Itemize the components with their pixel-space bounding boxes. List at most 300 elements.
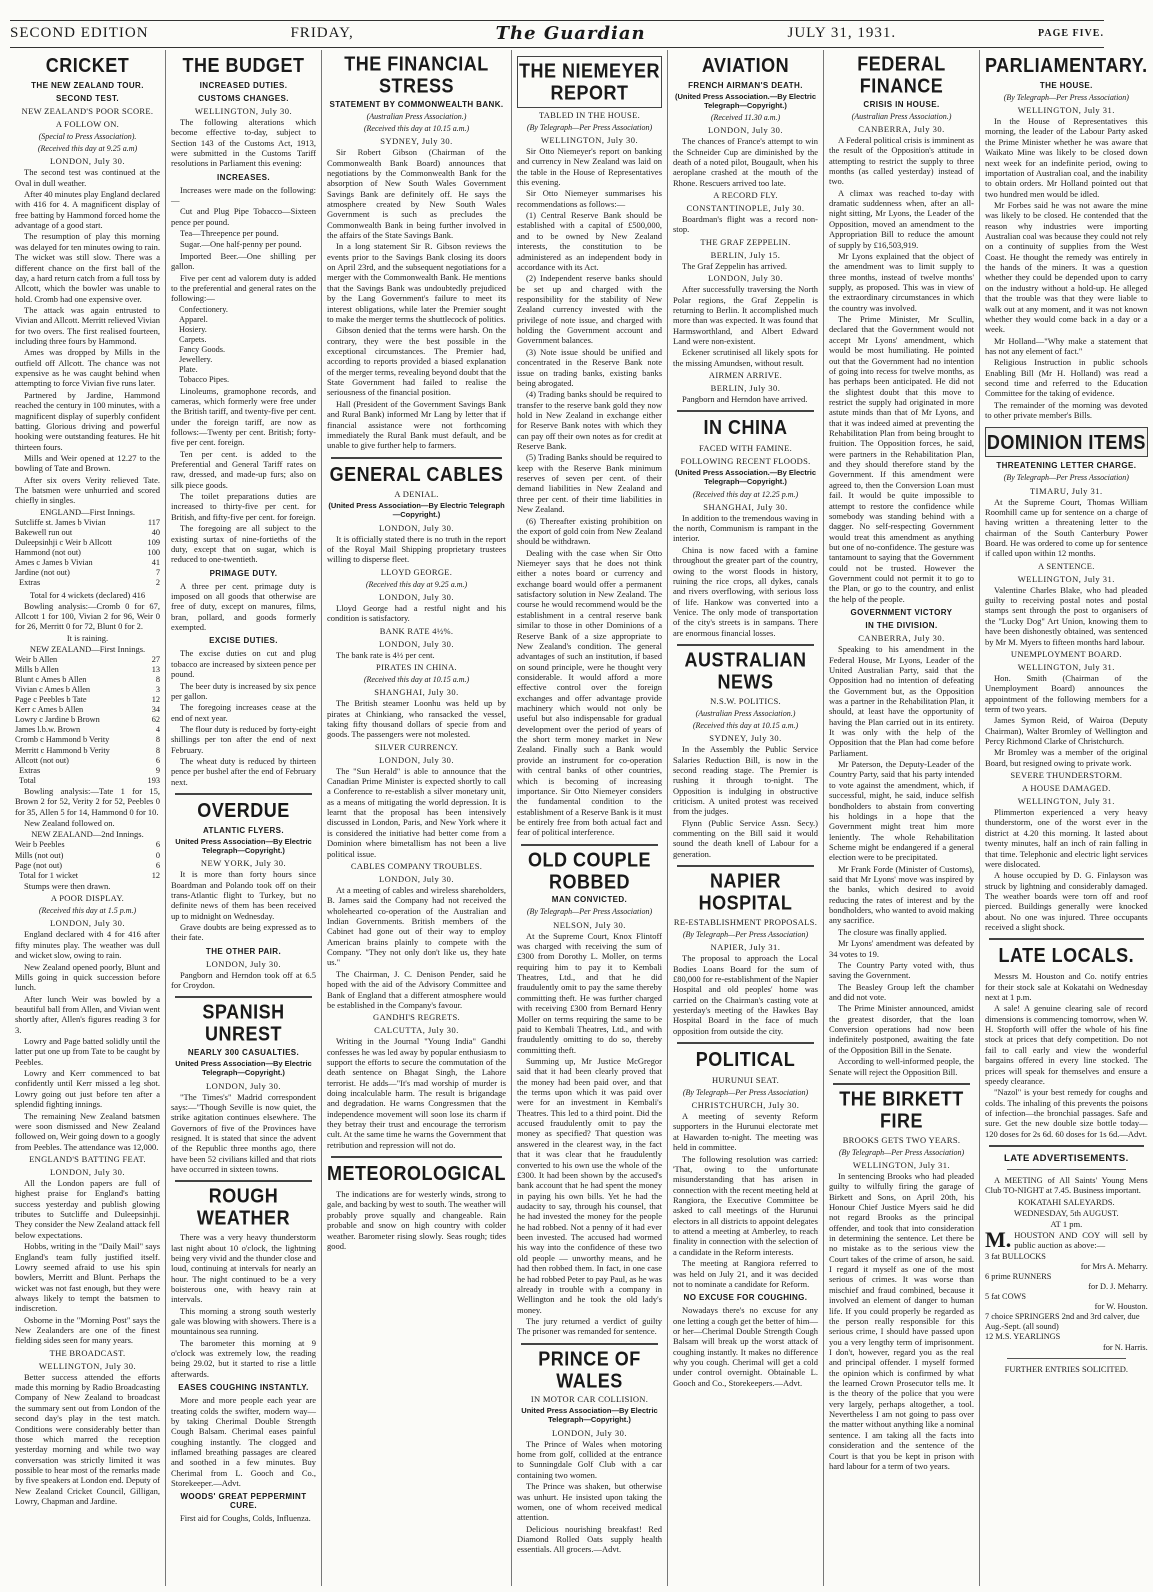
- list-item: Hosiery.: [179, 324, 207, 334]
- sale-venue: KOKATAHI SALEYARDS.: [1018, 1196, 1115, 1207]
- list-item: Apparel.: [179, 314, 208, 324]
- paragraph: (6) Thereafter existing prohibition on the export of gold coin from New Zealand should be withdrawn.: [517, 515, 662, 547]
- scorecard-new-zealand: [15, 655, 160, 786]
- dateline: NELSON, July 30.: [553, 919, 626, 930]
- score-row: Page c Peebles b Tate 12: [15, 695, 160, 705]
- dateline: NAPIER, July 31.: [710, 942, 781, 953]
- paragraph: At a meeting of cables and wireless shareholders, B. James said the Company had not received the wholehearted co-operation of the Australian and Indian Governments. British members of the Cabinet had gone out of their way to employ American brains plainly to compete with the Company. "They not only don't like us, they hate us.": [327, 884, 506, 968]
- paragraph: The meeting at Rangiora referred to was held on July 21, and it was decided not to nominate a candidate for Reform.: [673, 1258, 818, 1289]
- score-row: Bakewell run out 40: [15, 527, 160, 537]
- dateline: SHANGHAI, July 30.: [703, 501, 788, 512]
- dateline: LONDON, July 30.: [49, 1167, 126, 1177]
- score-row: Merritt c Hammond b Verity 8: [15, 745, 160, 755]
- credit: United Press Association—By Electric Telegraph—Copyright.): [175, 1059, 312, 1077]
- credit: (By Telegraph—Per Press Association): [526, 907, 653, 917]
- paragraph: Tea—Threepence per pound.: [180, 228, 279, 239]
- paragraph: The foregoing increases cease at the end of next year.: [171, 702, 316, 723]
- paragraph: (4) Trading banks should be required to transfer to the reserve bank gold they now hold in New Zealand in exchange either for Reserve Bank notes with which they can pay off their own notes as for credit at Reserve Bank.: [517, 389, 662, 452]
- divider: [989, 938, 1144, 940]
- paragraph: (3) Note issue should be unified and concentrated in the Reserve Bank note issue on trading banks, existing banks being abrogated.: [517, 346, 662, 388]
- score-row: Cromb c Hammond b Verity 8: [15, 735, 160, 745]
- headline-prince-of-wales: PRINCE OF WALES: [538, 1346, 641, 1392]
- received-line: (Received 11.30 a.m.): [710, 113, 781, 123]
- subhead: ATLANTIC FLYERS.: [202, 825, 285, 835]
- dateline: SYDNEY, July 30.: [709, 733, 782, 744]
- subhead: SEVERE THUNDERSTORM.: [1010, 770, 1123, 781]
- headline-niemeyer-report: THE NIEMEYER REPORT: [518, 59, 661, 104]
- credit: (United Press Association.—By Electric Telegraph—Copyright.): [674, 468, 817, 486]
- paragraph: Pangborn and Herndon have arrived.: [682, 394, 808, 405]
- paragraph: Summing up, Mr Justice McGregor said that it had been clearly proved that the money had been paid over, and that the terms upon which it was paid over were for an investment in Kembali's Theatres. This led to a third point. Did the accused fraudulently omit to pay the money as specified? That question was answered in the clearest way, in the fact that it was clear that he fraudulently converted to his own use the whole of the £300. It had been shown by the accused's bank account that he had spent the money in paying his own bills. Yet he had the audacity to say, through his counsel, that he had invested the money for the people he had robbed. Not a penny of it had ever been invested. The accused had wormed his way into the confidence of these two old people — unworthy means, and he had then robbed them. In fact, in one case he had robbed Peter to pay Paul, as he was already in trouble with a company in Wellington and he took the old lady's money.: [517, 1055, 662, 1315]
- headline-box: [985, 427, 1148, 458]
- paragraph: The toilet preparations duties are increased to thirty-five per cent. for British, and fifty-five per cent. for foreign.: [171, 491, 316, 522]
- columns: [10, 50, 1148, 1586]
- score-row: Extras 9: [19, 765, 160, 775]
- subhead: GANDHI'S REGRETS.: [373, 1012, 460, 1023]
- dateline: LONDON, July 30.: [49, 156, 126, 167]
- subhead: STATEMENT BY COMMONWEALTH BANK.: [329, 99, 504, 109]
- paragraph: The Chairman, J. C. Denison Pender, said he hoped with the aid of the Advisory Committee and Bank of England that a different atmosphere would be established in the Company's favour.: [327, 968, 506, 1010]
- paragraph: The Prime Minister, Mr Scullin, declared that the Government would not accept Mr Lyons' amendment, which would be most humiliating. He pointed out that the Government had no intention of going into recess for twelve months, as has perhaps been anticipated. He did not the slightest doubt that this move to restrict the supply had originated in more astute minds than that of Mr Lyons, and that it was indeed aimed at preventing the Rehabilitation Plan from being brought to fruition. The Opposition forces, he said, were partners in the Rehabilitation Plan, and they should therefore stand by the Government. If this amendment were agreed to, then the Conversion Loan must fail. It would be quite impossible to attempt to restore the confidence while somebody was standing behind with a dagger. No self-respecting Government would treat this amendment as anything but one of no-confidence. The gesture was tantamount to saying that the Government could not be trusted. However the Government could not permit it to go to the Plan, or go to the country, and enlist the help of the people.: [829, 314, 974, 604]
- paragraph: The remainder of the morning was devoted to other private member's Bills.: [985, 399, 1148, 421]
- subhead: MAN CONVICTED.: [551, 895, 628, 905]
- dateline: WELLINGTON, July 31.: [1017, 796, 1115, 807]
- headline-box: [517, 56, 662, 108]
- score-row: Ames c James b Vivian 41: [15, 558, 160, 568]
- auction-entries: [985, 1252, 1148, 1353]
- dateline: CHRISTCHURCH, July 30.: [691, 1100, 800, 1111]
- auction-item: 6 prime RUNNERS for D. J. Meharry.: [985, 1271, 1148, 1291]
- divider: [1007, 1358, 1126, 1359]
- paragraph: New Zealand followed on.: [24, 818, 115, 829]
- credit: (By Telegraph—Per Press Association): [838, 1147, 965, 1157]
- paragraph: Mills and Weir opened at 12.27 to the bowling of Tate and Brown.: [15, 452, 160, 474]
- dateline: LONDON, July 30.: [378, 873, 455, 884]
- subhead: A HOUSE DAMAGED.: [1022, 783, 1111, 794]
- paragraph: Plimmerton experienced a very heavy thunderstorm, one of the worst ever in the district at 4.20 this morning. It lasted about twenty minutes, half an inch of rain falling in that time. Telephonic and electric light services were dislocated.: [985, 807, 1148, 869]
- headline-federal-finance: FEDERAL FINANCE: [857, 52, 946, 97]
- headline-parliamentary: PARLIAMENTARY.: [985, 53, 1148, 77]
- score-row: Duleepsinhji c Weir b Allcott 109: [15, 537, 160, 547]
- subhead: NEW ZEALAND'S POOR SCORE.: [21, 105, 154, 116]
- paragraph: The second test was continued at the Oval in dull weather.: [15, 167, 160, 188]
- dateline: LONDON, July 30.: [49, 918, 126, 929]
- paragraph: Sugar.—One half-penny per pound.: [180, 239, 302, 250]
- score-total: Total for 1 wicket 12: [19, 870, 160, 880]
- headline-late-advertisements: LATE ADVERTISEMENTS.: [1004, 1153, 1129, 1165]
- paragraph: Hon. Smith (Chairman of the Unemployment Board) announces the appointment of the following members for a term of two years.: [985, 672, 1148, 714]
- subhead: INCREASES.: [217, 172, 270, 182]
- subhead: A DENIAL.: [394, 489, 439, 500]
- subhead: TABLED IN THE HOUSE.: [538, 109, 640, 120]
- headline-dominion-items: DOMINION ITEMS: [986, 429, 1146, 453]
- subhead: BROOKS GETS TWO YEARS.: [842, 1134, 961, 1145]
- list-item: Confectionery.: [179, 304, 228, 314]
- paragraph: The Graf Zeppelin has arrived.: [682, 260, 788, 271]
- dateline: LONDON, July 30.: [378, 591, 455, 602]
- scorecard-england: [15, 518, 160, 589]
- headline-budget: THE BUDGET: [182, 53, 305, 77]
- dateline: LONDON, July 30.: [378, 754, 455, 765]
- paragraph: Lowry and Kerr commenced to bat confidently until Kerr missed a leg shot. Lowry going out just before ten after a splendid fighting innings.: [15, 1068, 160, 1110]
- paragraph: After successfully traversing the North Polar regions, the Graf Zeppelin is returning to Berlin. It accomplished much more than was expected. It was found that Harmsworthland, and Albert Edward Land were non-existent.: [673, 284, 818, 346]
- dateline: WELLINGTON, July 30.: [38, 1360, 137, 1371]
- advertisement: Nowadays there's no excuse for any one letting a cough get the better of him—or her—Cherimal Double Strength Cough Balsam will break up the worst attack of coughing instantly. It makes no difference why you cough. Cherimal will get a cold under control overnight. Obtainable L. Gooch and Co., Storekeepers.—Advt.: [673, 1305, 818, 1388]
- paragraph: The following resolution was carried: 'That, owing to the unfortunate misunderstanding that has arisen in connection with the recent meeting held at Rangiora, the Executive Committee be asked to call meetings of the Hurunui electors in all districts to appoint delegates to attend a meeting at Amberley, to reach finality in connection with the selection of a candidate in the Reform interests.: [673, 1153, 818, 1257]
- column-federal-finance: [824, 50, 980, 1586]
- paragraph: A meeting of seventy Reform supporters in the Hurunui electorate met at Hawarden to-night. The meeting was held in committee.: [673, 1111, 818, 1153]
- paragraph: Partnered by Jardine, Hammond reached the century in 100 minutes, with a magnificent display of superbly confident batting. Glorious driving and powerful hooking were outstanding features. He hit thirteen fours.: [15, 389, 160, 452]
- paragraph: It is more than forty hours since Boardman and Polando took off on their trans-Atlantic flight to Turkey, but no definite news of them has been received up to midnight on Wednesday.: [171, 869, 316, 921]
- paragraph: At the Supreme Court, Thomas William Roomhill came up for sentence on a charge of having written a threatening letter to the chairman of the South Canterbury Power Board. He was ordered to come up for sentence if called upon within 12 months.: [985, 496, 1148, 559]
- score-row: Lowry c Jardine b Brown 62: [15, 715, 160, 725]
- paragraph: (5) Trading Banks should be required to keep with the Reserve Bank minimum reserves of seven per cent. of their demand liabilities in New Zealand and three per cent. of their time liabilities in New Zealand.: [517, 452, 662, 515]
- paragraph: Linoleums, gramophone records, and cameras, which formerly were free under the British tariff, and twenty-five per cent. under the foreign tariff, are now as follows:—Twenty per cent. British; forty-five per cent. foreign.: [171, 385, 316, 448]
- auction-footer: FURTHER ENTRIES SOLICITED.: [1004, 1363, 1129, 1374]
- paragraph: The jury returned a verdict of guilty The prisoner was remanded for sentence.: [517, 1315, 662, 1337]
- list-item: Carpets.: [179, 334, 207, 344]
- score-row: Allcott (not out) 6: [15, 755, 160, 765]
- list-item: Tobacco Pipes.: [179, 375, 230, 385]
- received-line: (Received this day at 10.15 a.m.): [692, 721, 799, 731]
- subhead: THREATENING LETTER CHARGE.: [996, 461, 1137, 471]
- paragraph: A climax was reached to-day with dramatic suddenness when, after an all-night sitting, Mr Lyons, the Leader of the Opposition, moved an amendment to the Appropriation Bill to reduce the amount of supply by £16,503,919.: [829, 187, 974, 250]
- paragraph: The remaining New Zealand batsmen were soon dismissed and New Zealand followed on, Weir going down to a googly from Peebles. The attendance was 12,000.: [15, 1110, 160, 1152]
- bowling-analysis: Bowling analysis:—Cromb 0 for 67, Allcott 1 for 100, Vivian 2 for 96, Weir 0 for 26, Merritt 0 for 72, Blunt 0 for 2.: [15, 600, 160, 632]
- paragraph: Cut and Plug Pipe Tobacco—Sixteen pence per pound.: [171, 206, 316, 227]
- bowling-analysis: Bowling analysis:—Tate 1 for 15, Brown 2 for 52, Verity 2 for 52, Peebles 0 for 35, Allen 5 for 14, Hammond 0 for 10.: [15, 786, 160, 817]
- newspaper-title: The Guardian: [495, 22, 646, 44]
- paragraph: Lowry and Page batted solidly until the latter put one up from Tate to be caught by Peebles.: [15, 1036, 160, 1067]
- subhead: A POOR DISPLAY.: [50, 893, 125, 904]
- score-row: Page (not out) 6: [15, 860, 160, 870]
- paragraph: The Country Party voted with, thus saving the Government.: [829, 959, 974, 981]
- received-line: (Received this day at 10.15 a.m.): [363, 123, 470, 133]
- paragraph: A house occupied by D. G. Finlayson was struck by lightning and considerably damaged. The weather boards were torn off and roof pierced. Buildings generally were knocked about. No one was injured. Three occupants received a slight shock.: [985, 870, 1148, 933]
- dateline: BERLIN, July 30.: [710, 383, 781, 394]
- subhead: SILVER CURRENCY.: [374, 741, 459, 752]
- dateline: WELLINGTON, July 31.: [1017, 573, 1115, 584]
- column-niemeyer-report: [512, 50, 668, 1586]
- subhead: SECOND TEST.: [55, 93, 120, 103]
- paragraph: The Beasley Group left the chamber and did not vote.: [829, 981, 974, 1002]
- subhead: CUSTOMS CHANGES.: [198, 93, 289, 103]
- received-line: (Received this day at 1.5 p.m.): [38, 906, 137, 916]
- headline-birkett-fire: THE BIRKETT FIRE: [839, 1086, 964, 1132]
- credit: (By Telegraph—Per Press Association): [682, 1087, 809, 1097]
- dateline: CANBERRA, July 30.: [858, 633, 945, 644]
- paragraph: Dealing with the case when Sir Otto Niemeyer says that he does not think either a notes board or currency and exchange board would offer a permanent satisfactory solution in New Zealand. The course he would recommend would be the establishment in a central reserve bank similar to those in other Dominions of a Reserve Bank of a size appropriate to New Zealand's condition. The general advantages of such an institution, if based on sound principle, were he thought very considerable. It would afford a more effective control over the foreign exchanges and offer advantage provide machinery which would not only be useful but also indispensable for gradual development over the period of years of the short term money market in New Zealand. Finally such a Bank would provide an instrument for co-operation with central banks of other countries, which is becoming of increasing importance. Sir Otto Niemeyer considers the fundamental condition to the establishment of a Reserve Bank is it must be entirely free from both actual fact and fear of political interference.: [517, 547, 662, 838]
- advertisement: A MEETING of All Saints' Young Mens Club TO-NIGHT at 7.45. Business important.: [985, 1175, 1148, 1196]
- paragraph: After lunch Weir was bowled by a beautiful ball from Allen, and Vivian went shortly after, Allen's figures reading 3 for 3.: [15, 993, 160, 1035]
- subhead: UNEMPLOYMENT BOARD.: [1010, 648, 1122, 659]
- divider: [677, 644, 814, 646]
- score-row: Kerr c Ames b Allen 34: [15, 705, 160, 715]
- credit: (Australian Press Association.): [851, 111, 952, 121]
- paragraph: Ames was dropped by Mills in the outfield off Allcott. The chance was not expensive as he was caught behind when attempting to force Vivian five runs later.: [15, 347, 160, 389]
- dateline: LONDON, July 30.: [205, 958, 282, 969]
- dateline: WELLINGTON, July 30.: [540, 134, 639, 145]
- divider: [521, 844, 658, 846]
- subhead: FACED WITH FAMINE.: [699, 443, 792, 454]
- dateline: BERLIN, July 15.: [710, 249, 781, 260]
- dateline: SYDNEY, July 30.: [380, 136, 453, 147]
- headline-spanish-unrest: SPANISH UNREST: [202, 1000, 285, 1046]
- paragraph: Osborne in the "Morning Post" says the New Zealanders are one of the finest fielding sides seen for many years.: [15, 1314, 160, 1346]
- date-label: JULY 31, 1931.: [787, 24, 897, 41]
- list-item: Fancy Goods.: [179, 345, 226, 355]
- headline-napier-hospital: NAPIER HOSPITAL: [698, 869, 793, 914]
- paragraph: (2) Independent reserve banks should be set up and charged with the responsibility for the stability of New Zealand currency invested with the privilege of note issue, and charged with holding the Government account and Government balances.: [517, 273, 662, 346]
- divider: [175, 793, 312, 795]
- divider: [175, 996, 312, 998]
- paragraph: The excise duties on cut and plug tobacco are increased by sixteen pence per pound.: [171, 648, 316, 680]
- paragraph: Mr Lyons' amendment was defeated by 34 votes to 19.: [829, 938, 974, 959]
- score-row: James l.b.w. Brown 4: [15, 725, 160, 735]
- paragraph: James Symon Reid, of Wairoa (Deputy Chairman), Walter Bromley of Wellington and Percy Richmond Clarke of Christchurch.: [985, 715, 1148, 747]
- credit: (Australian Press Association.): [366, 111, 467, 121]
- paragraph: Hall (President of the Government Savings Bank and Rural Bank) informed Mr Lang by letter that if financial assistance were not forthcoming immediately the Rural Bank must default, and be unable to give further help to farmers.: [327, 398, 506, 451]
- paragraph: In addition to the tremendous waving in the north, Communism is rampant in the interior.: [673, 512, 818, 544]
- paragraph: In sentencing Brooks who had pleaded guilty to wilfully firing the garage of Birkett and Sons, on April 20th, his Honour Chief Justice Myers said he did not regard Brooks as the principal offender, and took that into consideration in determining the sentence. Let there be no mistake as to the serious view the Court takes of the crime of arson, he said. I regard it myself as one of the most serious of crimes. It was worse than mischief and fraud combined, because it involved an element of danger to human life. If you could properly be regarded as the person really responsible for this serious crime, I should have passed upon you a very lengthy term of imprisonment. I don't, however, regard you as the real and principal offender. I myself formed the opinion which is confirmed by what the learned Crown Prosecutor tells me. It is the theory of the police that you were very largely, perhaps altogether, a tool. Nevertheless I am not going to pass over the matter without anything like a nominal sentence. I am taking all the facts into consideration and the sentence of the Court is that you be kept in prison with hard labour for a term of two years.: [829, 1170, 974, 1471]
- paragraph: Religious Instruction in public schools Enabling Bill (Mr H. Holland) was read a second time and referred to the Education Committee for the taking of evidence.: [985, 357, 1148, 399]
- scorecard-title: NEW ZEALAND—2nd Innings.: [31, 829, 144, 840]
- divider: [677, 1042, 814, 1044]
- paragraph: A sale! A genuine clearing sale of record dimensions is commencing tomorrow, when W. H. Stopforth will offer the whole of his fine stock at prices that defy competition. Do not fail to call early and view the wonderful bargains offered in every line stocked. The prices will speak for themselves and ensure a speedy clearance.: [985, 1003, 1148, 1086]
- paragraph: Writing in the Journal "Young India" Gandhi confesses he was led away by popular enthusiasm to support the efforts to secure the commutation of the death sentence on Bhagat Singh, the Lahore terrorist. He adds—"It's mad worship of murder is doing incalculable harm. The result is brigandage and degradation. He warns Congressmen that the independence movement will soon lose its charm if they betray their trust and encourage the terrorism cult. At the same time he warns the Government that retribution and repression will not do.: [327, 1036, 506, 1150]
- edition-label: SECOND EDITION: [10, 24, 149, 41]
- subhead: RE-ESTABLISHMENT PROPOSALS.: [673, 916, 818, 927]
- dateline: LONDON, July 30.: [707, 273, 784, 284]
- paragraph: In a long statement Sir R. Gibson reviews the events prior to the Savings Bank closing its doors on April 23rd, and the subsequent negotiations for a merger with the Commonwealth Bank. He mentions that the Savings Bank was undoubtedly prejudiced by the Lang Government's failure to meet its interest obligations, while later the Premier sought to make the merger terms the shuttlecock of politics.: [327, 241, 506, 324]
- paragraph: This morning a strong south westerly gale was blowing with showers. There is a mountainous sea running.: [171, 1305, 316, 1337]
- subhead: N.S.W. POLITICS.: [710, 695, 781, 706]
- paragraph: Messrs M. Houston and Co. notify entries for their stock sale at Kokatahi on Wednesday next at 1 p.m.: [985, 971, 1148, 1003]
- paragraph: The beer duty is increased by six pence per gallon.: [171, 680, 316, 701]
- subhead: A RECORD FLY.: [713, 190, 778, 201]
- credit: United Press Association—By Electric Telegraph—Copyright.): [175, 836, 312, 855]
- subhead: EXCISE DUTIES.: [209, 636, 278, 646]
- headline-meteorological: METEOROLOGICAL: [327, 1161, 506, 1185]
- paragraph: England declared with 4 for 416 after fifty minutes play. The weather was dull and wicket slow, owing to rain.: [15, 929, 160, 961]
- paragraph: The "Sun Herald" is able to announce that the Canadian Prime Minister is expected shortly to call a Conference to re-establish a silver monetary unit, as a means of mitigating the world depression. It is learnt that the proposal has been intensively discussed in London, Paris, and New York where it is considered the initiative had better come from a Dominion where bimetallism has not been a live political issue.: [327, 765, 506, 859]
- auction-item: 12 M.S. YEARLINGS for N. Harris.: [985, 1332, 1148, 1352]
- dateline: LONDON, July 30.: [378, 522, 455, 533]
- paragraph: Hobbs, writing in the "Daily Mail" says England's team fully justified itself. Lowry seemed afraid to use his spin bowlers, Merritt and Blunt. Perhaps the wicket was not fast enough, but they were always likely to tempt the batsmen to indiscretion.: [15, 1241, 160, 1314]
- paragraph: Sir Otto Niemeyer's report on banking and currency in New Zealand was laid on the table in the House of Representatives this evening.: [517, 145, 662, 188]
- paragraph: The wheat duty is reduced by thirteen pence per bushel after the end of February next.: [171, 756, 316, 787]
- paragraph: The attack was again entrusted to Vivian and Allcott. Merritt relieved Vivian for two overs. The first realised fourteen, including three fours by Hammond.: [15, 304, 160, 347]
- paragraph: The barometer this morning at 9 o'clock was extremely low, the reading being 29.02, but it started to rise a little afterwards.: [171, 1337, 316, 1379]
- subhead: THE BROADCAST.: [49, 1347, 126, 1358]
- headline-overdue: OVERDUE: [197, 798, 290, 822]
- divider: [331, 1156, 502, 1158]
- column-parliamentary: [980, 50, 1153, 1586]
- subhead: CRISIS IN HOUSE.: [863, 99, 940, 109]
- score-row: Extras 2: [19, 578, 160, 588]
- credit: (By Telegraph—Per Press Association): [682, 929, 809, 939]
- list-item: Jewellery.: [179, 355, 213, 365]
- column-financial-stress: [322, 50, 512, 1586]
- paragraph: Eckener scrutinised all likely spots for the missing Amundsen, without result.: [673, 347, 818, 368]
- paragraph: Better success attended the efforts made this morning by Radio Broadcasting Company of New Zealand to broadcast the summary sent out from London of the second day's play in the test match. Conditions were considerably better than those which marred the reception yesterday morning and while two way conversation was strictly limited it was possible to hear most of the remarks made by five speakers at London end. Deputy of New Zealand Cricket Council, Gilligan, Lowry, Chapman and Jardine.: [15, 1371, 160, 1507]
- divider: [677, 865, 814, 867]
- paragraph: Imported Beer.—One shilling per gallon.: [171, 250, 316, 272]
- paragraph: Sir Otto Niemeyer summarises his recommendations as follows:—: [517, 188, 662, 209]
- headline-general-cables: GENERAL CABLES: [329, 462, 504, 486]
- paragraph: The bank rate is 4½ per cent.: [336, 649, 435, 660]
- advertisement: More and more people each year are treating colds the swifter, modern way—by taking Cherimal Double Strength Cough Balsam. Cherimal eases painful coughing instantly. The clogged and inflamed breathing passages are cleared and soothed in a few minutes. Buy Cherimal from L. Gooch and Co., Storekeeper.—Advt.: [171, 1395, 316, 1489]
- auction-item: 3 fat BULLOCKS for Mrs A. Meharry.: [985, 1251, 1148, 1271]
- paragraph: In the Assembly the Public Service Salaries Reduction Bill, is now in the second reading stage. The Premier is rushing it through to-night. The Opposition is indulging in obstructive criticism. A united protest was received from the judges.: [673, 744, 818, 817]
- paragraph: Lloyd George had a restful night and his condition is satisfactory.: [327, 602, 506, 624]
- headline-political: POLITICAL: [695, 1047, 796, 1071]
- score-row: Sutcliffe st. James b Vivian 117: [15, 517, 160, 527]
- scorecard-title: ENGLAND—First Innings.: [40, 506, 135, 517]
- duty-list: [171, 305, 316, 386]
- divider: [175, 1180, 312, 1182]
- paragraph: Gibson denied that the terms were harsh. On the contrary, they were the best possible in the exceptional circumstances. The Premier had, according to reports provided a biased explanation of the merger terms, revealing beyond doubt that the State Government had failed to realise the seriousness of the financial position.: [327, 325, 506, 398]
- paragraph: The flour duty is reduced by forty-eight shillings per ton after the end of next February.: [171, 723, 316, 755]
- divider: [331, 457, 502, 459]
- headline-aviation: AVIATION: [701, 53, 790, 77]
- subhead: NO EXCUSE FOR COUGHING.: [683, 1293, 808, 1303]
- column-cricket: [10, 50, 166, 1586]
- score-row: Weir b Allen 27: [15, 654, 160, 664]
- credit: United Press Association—By Electric Telegraph—Copyright.): [521, 1406, 658, 1425]
- list-item: Plate.: [179, 365, 198, 375]
- received-line: (Received this day at 12.25 p.m.): [692, 489, 799, 499]
- dateline: LONDON, July 30.: [707, 125, 784, 136]
- paragraph: Speaking to his amendment in the Federal House, Mr Lyons, Leader of the United Australian Party, said that the Opposition had no intention of defeating the Government but, as the Opposition was a partner in the Rehabilitation Plan, it should, at least have the opportunity of having the Plan carried out in its entirety. It was only with the help of the Opposition that the Plan had come before Parliament.: [829, 644, 974, 758]
- subhead: FOLLOWING RECENT FLOODS.: [680, 456, 811, 467]
- paragraph: "The Times's" Madrid correspondent says:—"Though Seville is now quiet, the strike agitation continues elsewhere. The Governors of five of the Provinces have resigned. It is stated that since the advent of the Republic three months ago, there have been 52 civilians killed and that riots have occurred in sixteen towns.: [171, 1091, 316, 1175]
- column-aviation: [668, 50, 824, 1586]
- page-number: PAGE FIVE.: [1038, 27, 1104, 39]
- score-row: Jardine (not out) 7: [15, 568, 160, 578]
- subhead: THE NEW ZEALAND TOUR.: [31, 80, 144, 90]
- paragraph: Valentine Charles Blake, who had pleaded guilty to receiving postal notes and postal stamps sent through the post to organisers of the "Lucky Dog" Art Union, knowing them to have been dishonestly obtained, was sentenced by Mr M. Myers to fifteen months hard labour.: [985, 584, 1148, 647]
- paragraph: In the House of Representatives this morning, the leader of the Labour Party asked the Prime Minister whether he was aware that Waikato Mine was likely to be closed down next week for an indefinite period, owing to importation of Australian coal, and the inability to obtain orders. Mr Holland pointed out that two hundred men would be idled.: [985, 116, 1148, 199]
- paragraph: Five per cent ad valorem duty is added to the preferential and general rates on the following:—: [171, 272, 316, 304]
- paragraph: The foregoing are all subject to the existing surtax of nine-fortieths of the duty, except that on sugar, which is reduced to one-twentieth.: [171, 523, 316, 565]
- subhead: WOODS' GREAT PEPPERMINT CURE.: [180, 1492, 307, 1511]
- subhead: NEARLY 300 CASUALTIES.: [187, 1048, 300, 1058]
- credit: (By Telegraph—Per Press Association): [526, 122, 653, 132]
- scorecard-second-innings: [15, 840, 160, 880]
- subhead: FRENCH AIRMAN'S DEATH.: [688, 80, 803, 90]
- received-line: (Received this day at 9.25 a.m): [37, 144, 138, 154]
- masthead-rule-bottom: [10, 47, 1104, 48]
- paragraph: A Federal political crisis is imminent as the result of the Opposition's attitude in attempting to restrict the supply to three months (as called yesterday) instead of two.: [829, 134, 974, 187]
- dateline: SHANGHAI, July 30.: [374, 687, 459, 698]
- subhead: CABLES COMPANY TROUBLES.: [350, 860, 483, 871]
- drop-cap: M.: [985, 1226, 1012, 1252]
- paragraph: Ten per cent. is added to the Preferential and General Tariff rates on raw, dressed, and made-up furs; also on silk piece goods.: [171, 448, 316, 490]
- dateline: LONDON, July 30.: [205, 1080, 282, 1091]
- paragraph: Mr Lyons explained that the object of the amendment was to limit supply to three months, instead of twelve months' supply, as proposed. This was in view of the extraordinary circumstances in which the country was involved.: [829, 250, 974, 313]
- day-label: FRIDAY,: [290, 24, 354, 41]
- paragraph: There was a very heavy thunderstorm last night about 10 o'clock, the lightning being very vivid and the thunder close and loud, continuing at intervals for nearly an hour. The night continued to be a very boisterous one, with heavy rain at intervals.: [171, 1232, 316, 1305]
- paragraph: Mr Paterson, the Deputy-Leader of the Country Party, said that his party intended to vote against the amendment, which, if successful, might, he said, induce selfish bondholders to abstain from converting his holdings in a hope that the Government might treat him more leniently. The whole Rehabilitation Scheme might be endangered if a general election were to be precipitated.: [829, 759, 974, 863]
- subhead: THE GRAF ZEPPELIN.: [700, 236, 791, 247]
- headline-financial-stress: THE FINANCIAL STRESS: [344, 52, 489, 97]
- score-row: Mills b Allen 13: [15, 664, 160, 674]
- paragraph: The proposal to approach the Local Bodies Loans Board for the sum of £80,000 for re-establishment of the Napier Hospital and old peoples' home was carried on the Chairman's casting vote at yesterday's meeting of the Hawkes Bay Hospital Board in the face of much opposition from outside the city.: [673, 953, 818, 1036]
- score-row: Weir b Peebles 6: [15, 840, 160, 850]
- dateline: CALCUTTA, July 30.: [374, 1025, 459, 1036]
- score-row: Vivian c Ames b Allen 3: [15, 684, 160, 694]
- paragraph: Mr Frank Forde (Minister of Customs), said that Mr Lyons' move was inspired by the banks, which desired to avoid reducing the rates of interest and by the bondholders, who wanted to avoid making any sacrifice.: [829, 863, 974, 926]
- note: It is raining.: [66, 632, 109, 643]
- headline-in-china: IN CHINA: [703, 415, 788, 439]
- paragraph: Flynn (Public Service Assn. Secy.) commenting on the Bill said it would sound the death knell of Labour for a generation.: [673, 817, 818, 859]
- subhead: A SENTENCE.: [1038, 560, 1095, 571]
- divider: [1007, 1169, 1126, 1170]
- paragraph: At the Supreme Court, Knox Flintoff was charged with receiving the sum of £300 from Dorothy L. Moller, on terms requiring him to pay it to Kembali Theatres, Ltd., and that he did fraudulently omit to pay the same thereby committing theft. He was further charged with receiving £300 from Bernard Henry Moller on terms requiring the same to be paid to Kembali Theatres, Ltd., and with fraudulently omitting to do so, thereby committing theft.: [517, 930, 662, 1055]
- paragraph: After 40 minutes play England declared with 416 for 4. A magnificent display of free batting by Hammond forced home the advantage of a good start.: [15, 188, 160, 231]
- score-total: Total for 4 wickets (declared) 416: [29, 589, 146, 600]
- paragraph: Mr Holland—"Why make a statement that has not any element of fact.": [985, 335, 1148, 356]
- masthead: [10, 22, 1104, 44]
- dateline: TIMARU, July 31.: [1029, 485, 1103, 496]
- dateline: WELLINGTON, July 31.: [1017, 105, 1115, 116]
- dateline: WELLINGTON, July 30.: [194, 105, 293, 116]
- auction-item: 5 fat COWS for W. Houston.: [985, 1291, 1148, 1312]
- credit: (By Telegraph—Per Press Association): [1003, 473, 1129, 483]
- subhead: GOVERNMENT VICTORY: [850, 608, 953, 618]
- paragraph: Pangborn and Herndon took off at 6.5 for Croydon.: [171, 969, 316, 991]
- received-line: (Received this day at 10.15 a.m.): [363, 675, 470, 685]
- subhead: EASES COUGHING INSTANTLY.: [178, 1383, 309, 1393]
- paragraph: The chances of France's attempt to win the Schneider Cup are diminished by the death of a noted pilot, Bougault, when his aeroplane crashed at the mouth of the Rhone. Rescuers arrived too late.: [673, 136, 818, 188]
- dateline: CANBERRA, July 30.: [858, 123, 945, 134]
- paragraph: Stumps were then drawn.: [24, 880, 111, 891]
- dateline: WELLINGTON, July 31.: [1017, 661, 1115, 672]
- paragraph: The resumption of play this morning was delayed for ten minutes owing to rain. The wicket was still slow. There was a different chance on the first ball of the day, a hard return catch from a full toss by Allcott, which the bowler was unable to hold. Cromb had one expensive over.: [15, 231, 160, 304]
- headline-late-locals: LATE LOCALS.: [998, 943, 1135, 967]
- paragraph: The Prince was shaken, but otherwise was unhurt. He insisted upon taking the women, one of whom received medical attention.: [517, 1481, 662, 1523]
- score-row: Blunt c Ames b Allen 8: [15, 674, 160, 684]
- headline-cricket: CRICKET: [45, 53, 130, 77]
- paragraph: New Zealand opened poorly, Blunt and Mills going in quick succession before lunch.: [15, 961, 160, 993]
- scorecard-title: NEW ZEALAND—First Innings.: [29, 643, 146, 654]
- score-total: Total 193: [19, 775, 160, 785]
- advertisement: First aid for Coughs, Colds, Influenza.: [180, 1513, 311, 1524]
- advertisement: Delicious nourishing breakfast! Red Diamond Rolled Oats supply health essentials. All grocers.—Advt.: [517, 1523, 662, 1555]
- paragraph: All the London papers are full of highest praise for England's batting success yesterday and publish glowing tributes to Sutcliffe and Duleepsinhji. They consider the New Zealand attack fell below expectations.: [15, 1178, 160, 1240]
- paragraph: China is now faced with a famine throughout the greater part of the country, owing to the worst floods in history, ruining the rice crops, all dykes, canals and rivers overflowing, with serious loss of life. Hankow was converted into a Venice. The only mode of transportation of the city's streets is in sampans. There are enormous financial losses.: [673, 544, 818, 638]
- subhead: PIRATES IN CHINA.: [376, 662, 457, 673]
- divider: [521, 1343, 658, 1345]
- paragraph: The following alterations which become effective to-day, subject to Section 143 of the Customs Act, 1913, were submitted in the Customs Tariff resolutions in Parliament this evening:: [171, 116, 316, 169]
- sale-date: WEDNESDAY, 5th AUGUST.: [1013, 1207, 1119, 1218]
- dateline: LONDON, July 30.: [378, 638, 455, 649]
- credit: (United Press Association—By Electric Telegraph—Copyright.): [328, 501, 505, 520]
- subhead: AIRMEN ARRIVE.: [708, 370, 783, 381]
- subhead: PRIMAGE DUTY.: [209, 568, 278, 578]
- auction-ad: [985, 1226, 1148, 1252]
- paragraph: According to well-informed people, the Senate will reject the Opposition Bill.: [829, 1056, 974, 1077]
- subhead: INCREASED DUTIES.: [199, 80, 288, 90]
- paragraph: Mr Forbes said he was not aware the mine was likely to be closed. He contended that the reason why industries were importing Australian coal was because they could not rely on a continuity of supplies from the West Coast. He thought the remedy was entirely in the hands of the miners. It was a question whether they could be depended upon to carry on the industry without a hold-up. He alleged that the trouble was that they were liable to walk out at any moment, and it was not known whether they would come back in a day or a week.: [985, 199, 1148, 335]
- subhead: BANK RATE 4½%.: [379, 625, 454, 636]
- subhead: THE HOUSE.: [1039, 80, 1093, 90]
- credit: (United Press Association.—By Electric Telegraph—Copyright.): [674, 91, 817, 110]
- dateline: CONSTANTINOPLE, July 30.: [686, 203, 805, 214]
- credit: (Special to Press Association).: [38, 131, 137, 141]
- paragraph: A three per cent. primage duty is imposed on all goods that otherwise are free of duty, except on manures, films, bran, pollard, and goods formerly exempted.: [171, 580, 316, 633]
